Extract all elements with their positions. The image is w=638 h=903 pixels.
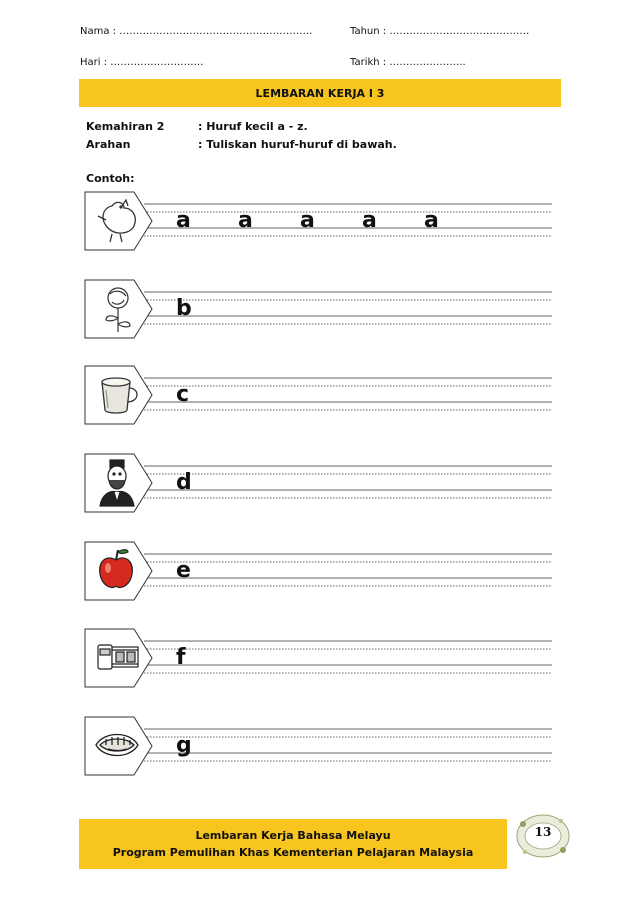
letter-g: g [176,733,192,758]
nama-field[interactable]: Nama : …………………………………………………. [80,26,313,37]
letter-a: a [362,208,377,233]
writing-row[interactable] [84,452,554,514]
letter-a: a [300,208,315,233]
worksheet-title-banner [79,79,561,107]
letter-f: f [176,645,186,670]
arahan-label: Arahan [86,138,131,151]
letter-a: a [424,208,439,233]
tahun-field[interactable]: Tahun : …………………………………… [350,26,530,37]
page-number: 13 [534,825,552,839]
writing-row[interactable] [84,540,554,602]
contoh-label: Contoh: [86,172,135,185]
writing-row[interactable] [84,627,554,689]
letter-e: e [176,558,191,583]
writing-row[interactable] [84,190,554,252]
letter-a: a [238,208,253,233]
letter-b: b [176,296,192,321]
footer-line-2: Program Pemulihan Khas Kementerian Pelajaran Malaysia [112,846,474,859]
kemahiran-label: Kemahiran 2 [86,120,165,133]
writing-row[interactable] [84,278,554,340]
letter-d: d [176,470,192,495]
footer-banner [79,819,507,869]
kemahiran-value: : Huruf kecil a - z. [198,120,308,133]
letter-a: a [176,208,191,233]
writing-row[interactable] [84,715,554,777]
tarikh-field[interactable]: Tarikh : ………………….. [350,57,466,68]
footer-line-1: Lembaran Kerja Bahasa Melayu [195,829,391,842]
letter-c: c [176,382,190,407]
writing-row[interactable] [84,364,554,426]
worksheet-title: LEMBARAN KERJA I 3 [255,86,385,100]
hari-field[interactable]: Hari : ………………………. [80,57,204,68]
film-icon [98,645,138,669]
arahan-value: : Tuliskan huruf-huruf di bawah. [198,138,397,151]
